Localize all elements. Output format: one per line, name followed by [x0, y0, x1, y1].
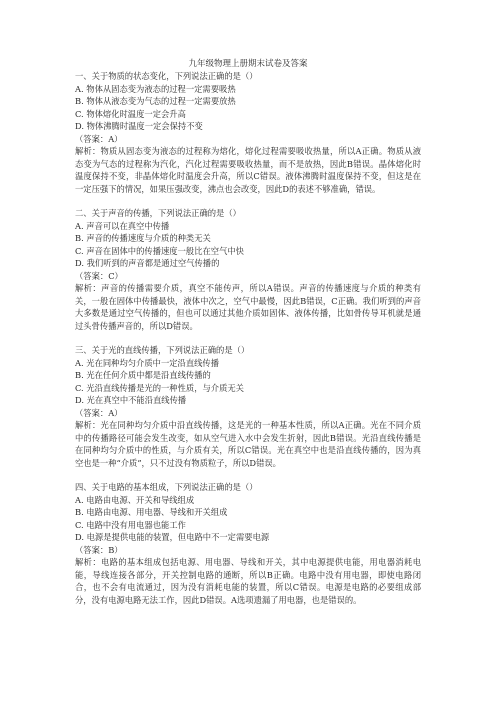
question-stem: 四、关于电路的基本组成，下列说法正确的是（） — [75, 482, 258, 492]
option-c: C. 光沿直线传播是光的一种性质，与介质无关 — [75, 382, 244, 393]
option-b: B. 电路由电源、用电器、导线和开关组成 — [75, 507, 228, 517]
question-4 — [75, 481, 421, 606]
option-a: A. 光在同种均匀介质中一定沿直线传播 — [75, 357, 220, 368]
option-b: B. 光在任何介质中都是沿直线传播的 — [75, 370, 211, 380]
question-stem: 一、关于物质的状态变化，下列说法正确的是（） — [75, 71, 258, 81]
answer: （答案：C） — [75, 270, 123, 281]
answer: （答案：B） — [75, 544, 123, 555]
explanation: 解析：电路的基本组成包括电源、用电器、导线和开关，其中电源提供电能，用电器消耗电能，导线连接各部分，开关控制电路的通断，所以B正确。电路中没有用电器，即使电路闭合，也不会有电流通过，因为没有消耗电能的装置，所以C错误。电源是电路的必要组成部分，没有电源电路无法工作，因此D错误。A选项遗漏了用电器，也是错误的。 — [75, 557, 421, 605]
option-d: D. 物体沸腾时温度一定会保持不变 — [75, 121, 203, 131]
answer: （答案：A） — [75, 133, 123, 144]
option-d: D. 光在真空中不能沿直线传播 — [75, 395, 187, 405]
question-2 — [75, 207, 421, 332]
explanation: 解析：光在同种均匀介质中沿直线传播，这是光的一种基本性质，所以A正确。光在不同介质中的传播路径可能会发生改变，如从空气进入水中会发生折射，因此B错误。光沿直线传播是在同种均匀介质中的性质，与介质有关，所以C错误。光在真空中也是沿直线传播的，因为真空也是一种“介质”，只不过没有物质粒子，所以D错误。 — [75, 420, 421, 468]
option-b: B. 物体从液态变为气态的过程一定需要放热 — [75, 96, 236, 106]
option-a: A. 电路由电源、开关和导线组成 — [75, 494, 195, 505]
question-stem: 二、关于声音的传播，下列说法正确的是（） — [75, 208, 241, 218]
explanation: 解析：物质从固态变为液态的过程称为熔化，熔化过程需要吸收热量，所以A正确。物质从液态变为气态的过程称为汽化，汽化过程需要吸收热量，而不是放热，因此B错误。晶体熔化时温度保持不变，非晶体熔化时温度会升高，所以C错误。液体沸腾时温度保持不变，但这是在一定压强下的情况，如果压强改变，沸点也会改变，因此D的表述不够准确，错误。 — [75, 146, 421, 194]
option-a: A. 物体从固态变为液态的过程一定需要吸热 — [75, 83, 236, 94]
question-stem: 三、关于光的直线传播，下列说法正确的是（） — [75, 345, 250, 355]
question-list — [75, 70, 421, 606]
option-c: C. 物体熔化时温度一定会升高 — [75, 108, 186, 119]
option-d: D. 我们听到的声音都是通过空气传播的 — [75, 258, 220, 268]
option-d: D. 电源是提供电能的装置，但电路中不一定需要电源 — [75, 532, 270, 542]
answer: （答案：A） — [75, 407, 123, 418]
question-3 — [75, 344, 421, 469]
document-title: 九年级物理上册期末试卷及答案 — [188, 59, 308, 69]
option-c: C. 电路中没有用电器也能工作 — [75, 519, 186, 530]
explanation: 解析：声音的传播需要介质，真空不能传声，所以A错误。声音的传播速度与介质的种类有关，一般在固体中传播最快，液体中次之，空气中最慢，因此B错误，C正确。我们听到的声音大多数是通过空气传播的，但也可以通过其他介质如固体、液体传播，比如骨传导耳机就是通过头骨传播声音的，所以D错误。 — [75, 283, 421, 331]
option-a: A. 声音可以在真空中传播 — [75, 220, 170, 231]
option-b: B. 声音的传播速度与介质的种类无关 — [75, 233, 211, 243]
question-1 — [75, 70, 421, 195]
option-c: C. 声音在固体中的传播速度一般比在空气中快 — [75, 245, 244, 256]
